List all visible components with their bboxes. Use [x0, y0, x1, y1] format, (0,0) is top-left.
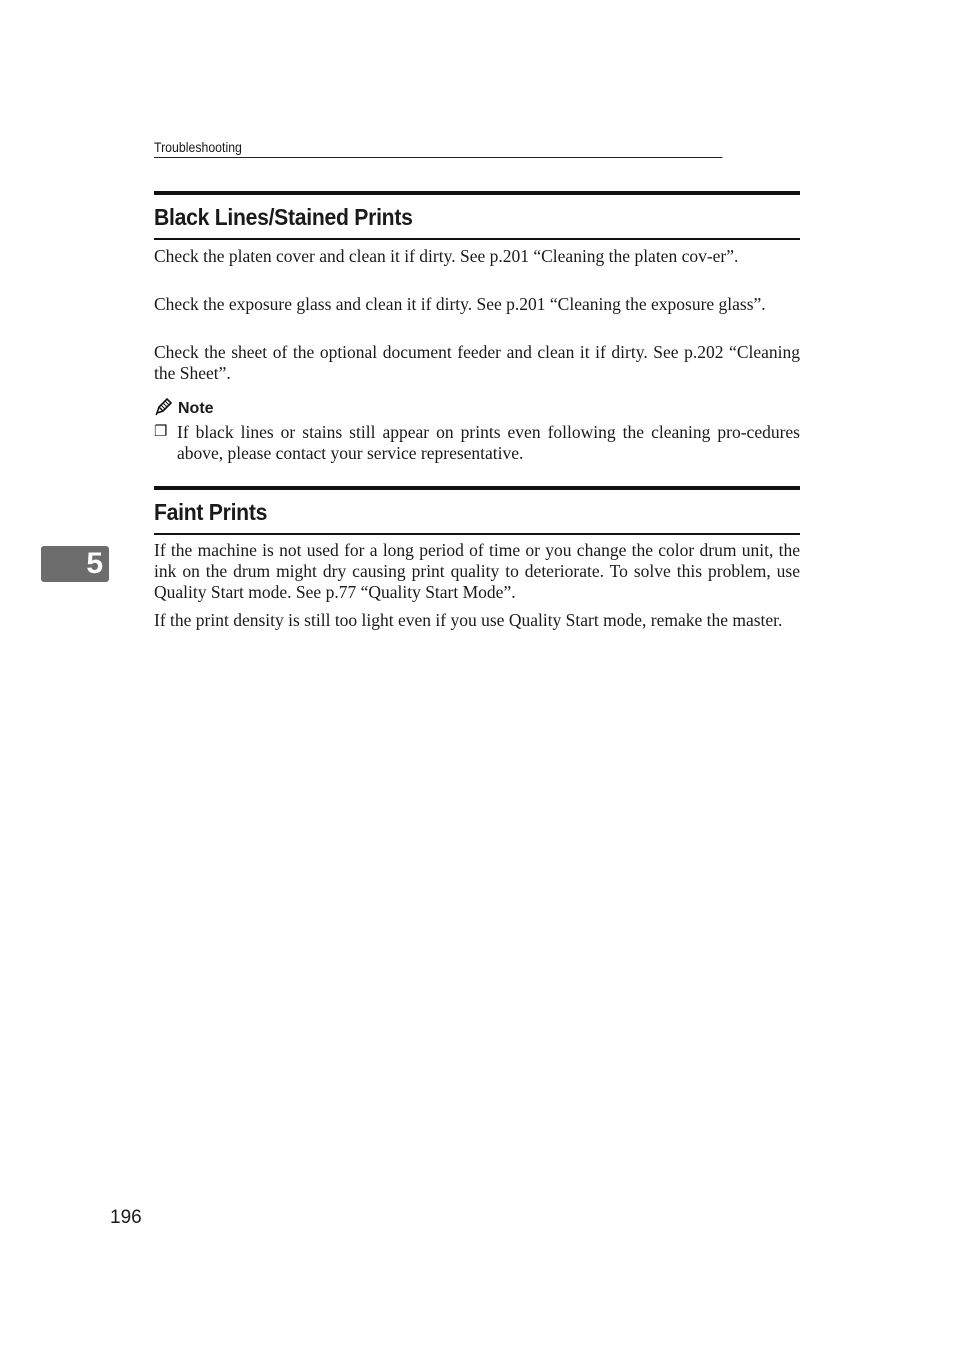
checkbox-bullet-icon: ❐: [154, 424, 168, 440]
section-rule: [154, 238, 800, 240]
section-title: Black Lines/Stained Prints: [154, 204, 413, 230]
paragraph: If the machine is not used for a long period of time or you change the color drum unit, the ink on the drum might dry causing print quality to deteriorate. To solve this problem, use Quality Start mode. See p.77 “Quality Start Mode”.: [154, 540, 800, 602]
paragraph: Check the platen cover and clean it if dirty. See p.201 “Cleaning the platen cov-er”.: [154, 246, 739, 266]
page-number: 196: [110, 1207, 142, 1228]
note-text: If black lines or stains still appear on prints even following the cleaning pro-cedures above, please contact your service representative.: [177, 422, 800, 463]
note-block: [154, 399, 800, 464]
section-faint-prints: [154, 486, 800, 535]
paragraph: If the print density is still too light even if you use Quality Start mode, remake the master.: [154, 610, 783, 630]
pencil-note-icon: [154, 398, 174, 421]
paragraph: Check the exposure glass and clean it if dirty. See p.201 “Cleaning the exposure glass”.: [154, 294, 766, 314]
running-header: Troubleshooting: [154, 139, 722, 158]
note-heading: [154, 399, 800, 419]
section-top-bar: [154, 486, 800, 490]
paragraph: Check the sheet of the optional document feeder and clean it if dirty. See p.202 “Cleaning the Sheet”.: [154, 342, 800, 383]
chapter-tab: 5: [41, 546, 109, 582]
section-top-bar: [154, 191, 800, 195]
section-black-lines: [154, 191, 800, 240]
section-rule: [154, 533, 800, 535]
note-item: [154, 422, 800, 464]
note-label: Note: [178, 400, 214, 417]
section-title: Faint Prints: [154, 499, 268, 525]
